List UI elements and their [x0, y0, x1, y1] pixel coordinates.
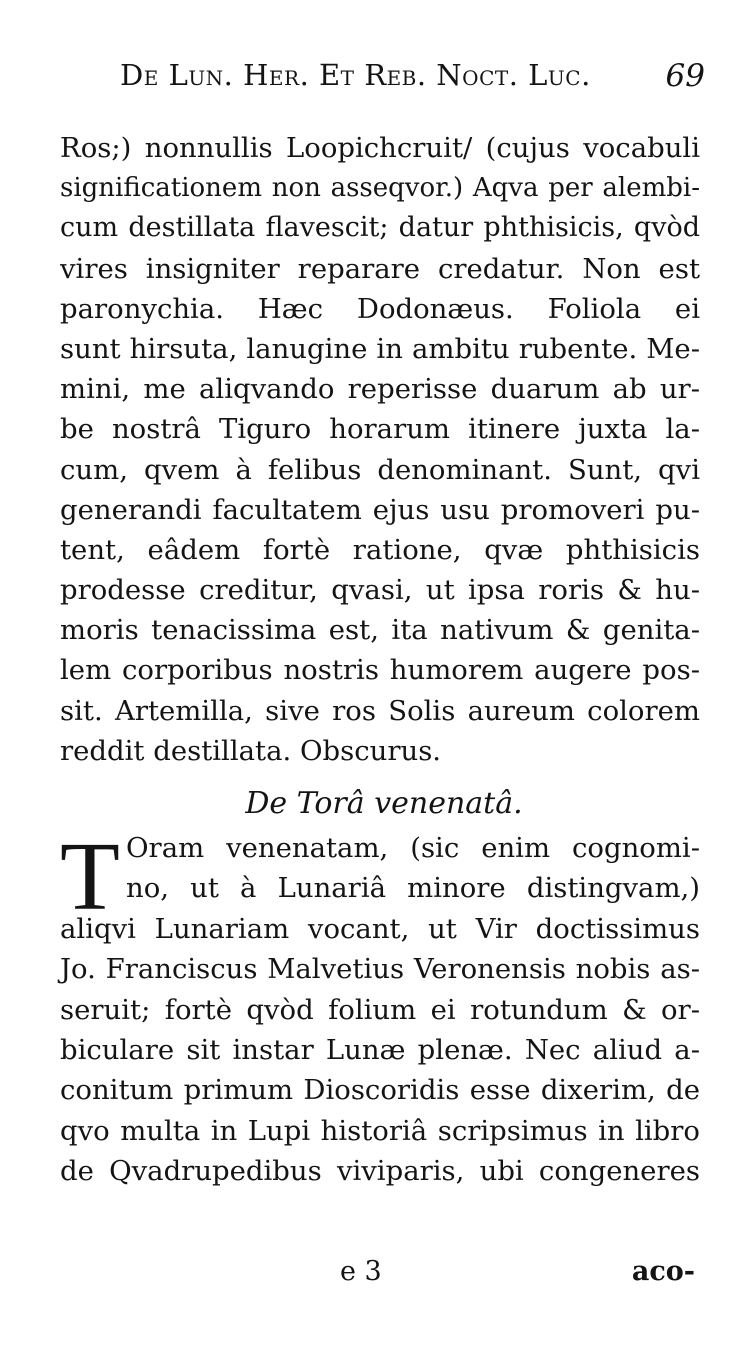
text-line: tent, eâdem fortè ratione, qvæ phthisicis	[60, 533, 700, 566]
text-line: Oram venenatam, (sic enim cognomi-	[126, 832, 700, 864]
page-number: 69	[665, 58, 705, 94]
text-line: sunt hirsuta, lanugine in ambitu rubente. Me-	[60, 332, 700, 365]
text-line: Ros;) nonnullis Loopichcruit/ (cujus vocabuli	[60, 132, 700, 164]
drop-cap: T	[60, 823, 120, 931]
text-line: vires insigniter reparare credatur. Non est	[60, 252, 700, 285]
page-header	[120, 58, 705, 102]
text-line: conitum primum Dioscoridis esse dixerim, de	[60, 1074, 700, 1107]
text-line: mini, me aliqvando reperisse duarum ab ur-	[60, 373, 700, 406]
text-line: moris tenacissima est, ita nativum & genita-	[60, 614, 700, 647]
running-head: De Lun. Her. Et Reb. Noct. Luc.	[120, 58, 591, 92]
text-line: Jo. Franciscus Malvetius Veronensis nobis as-	[60, 953, 700, 986]
text-line: generandi facultatem ejus usu promoveri pu-	[60, 493, 700, 526]
text-line: cum destillata flavescit; datur phthisicis, qvòd	[60, 212, 700, 244]
section-title	[0, 786, 750, 821]
text-line: biculare sit instar Lunæ plenæ. Nec aliud a-	[60, 1033, 700, 1066]
text-line: prodesse creditur, qvasi, ut ipsa roris & hu-	[60, 574, 700, 607]
paragraph-continued	[60, 128, 700, 771]
text-line: aliqvi Lunariam vocant, ut Vir doctissimus	[60, 912, 700, 945]
section-body	[60, 823, 700, 1192]
text-line: lem corporibus nostris humorem augere pos-	[60, 654, 700, 687]
text-line: sit. Artemilla, sive ros Solis aureum colorem	[60, 694, 700, 727]
catchword: aco-	[631, 1256, 695, 1287]
section-title-text: De Torâ venenatâ.	[245, 786, 523, 821]
text-line: significationem non asseqvor.) Aqva per alembi-	[60, 173, 700, 204]
page-footer	[0, 1256, 750, 1296]
text-line: paronychia. Hæc Dodonæus. Foliola ei	[60, 292, 700, 325]
text-line: seruit; fortè qvòd folium ei rotundum & or-	[60, 993, 700, 1026]
text-line: de Qvadrupedibus viviparis, ubi congeneres	[60, 1155, 700, 1188]
signature-mark: e 3	[340, 1256, 382, 1287]
text-line: reddit destillata. Obscurus.	[60, 734, 442, 767]
text-line: no, ut à Lunariâ minore distingvam,)	[126, 872, 700, 905]
text-line: be nostrâ Tiguro horarum itinere juxta la-	[60, 413, 700, 446]
text-line: cum, qvem à felibus denominant. Sunt, qvi	[60, 453, 700, 486]
text-line: qvo multa in Lupi historiâ scripsimus in libro	[60, 1114, 700, 1147]
